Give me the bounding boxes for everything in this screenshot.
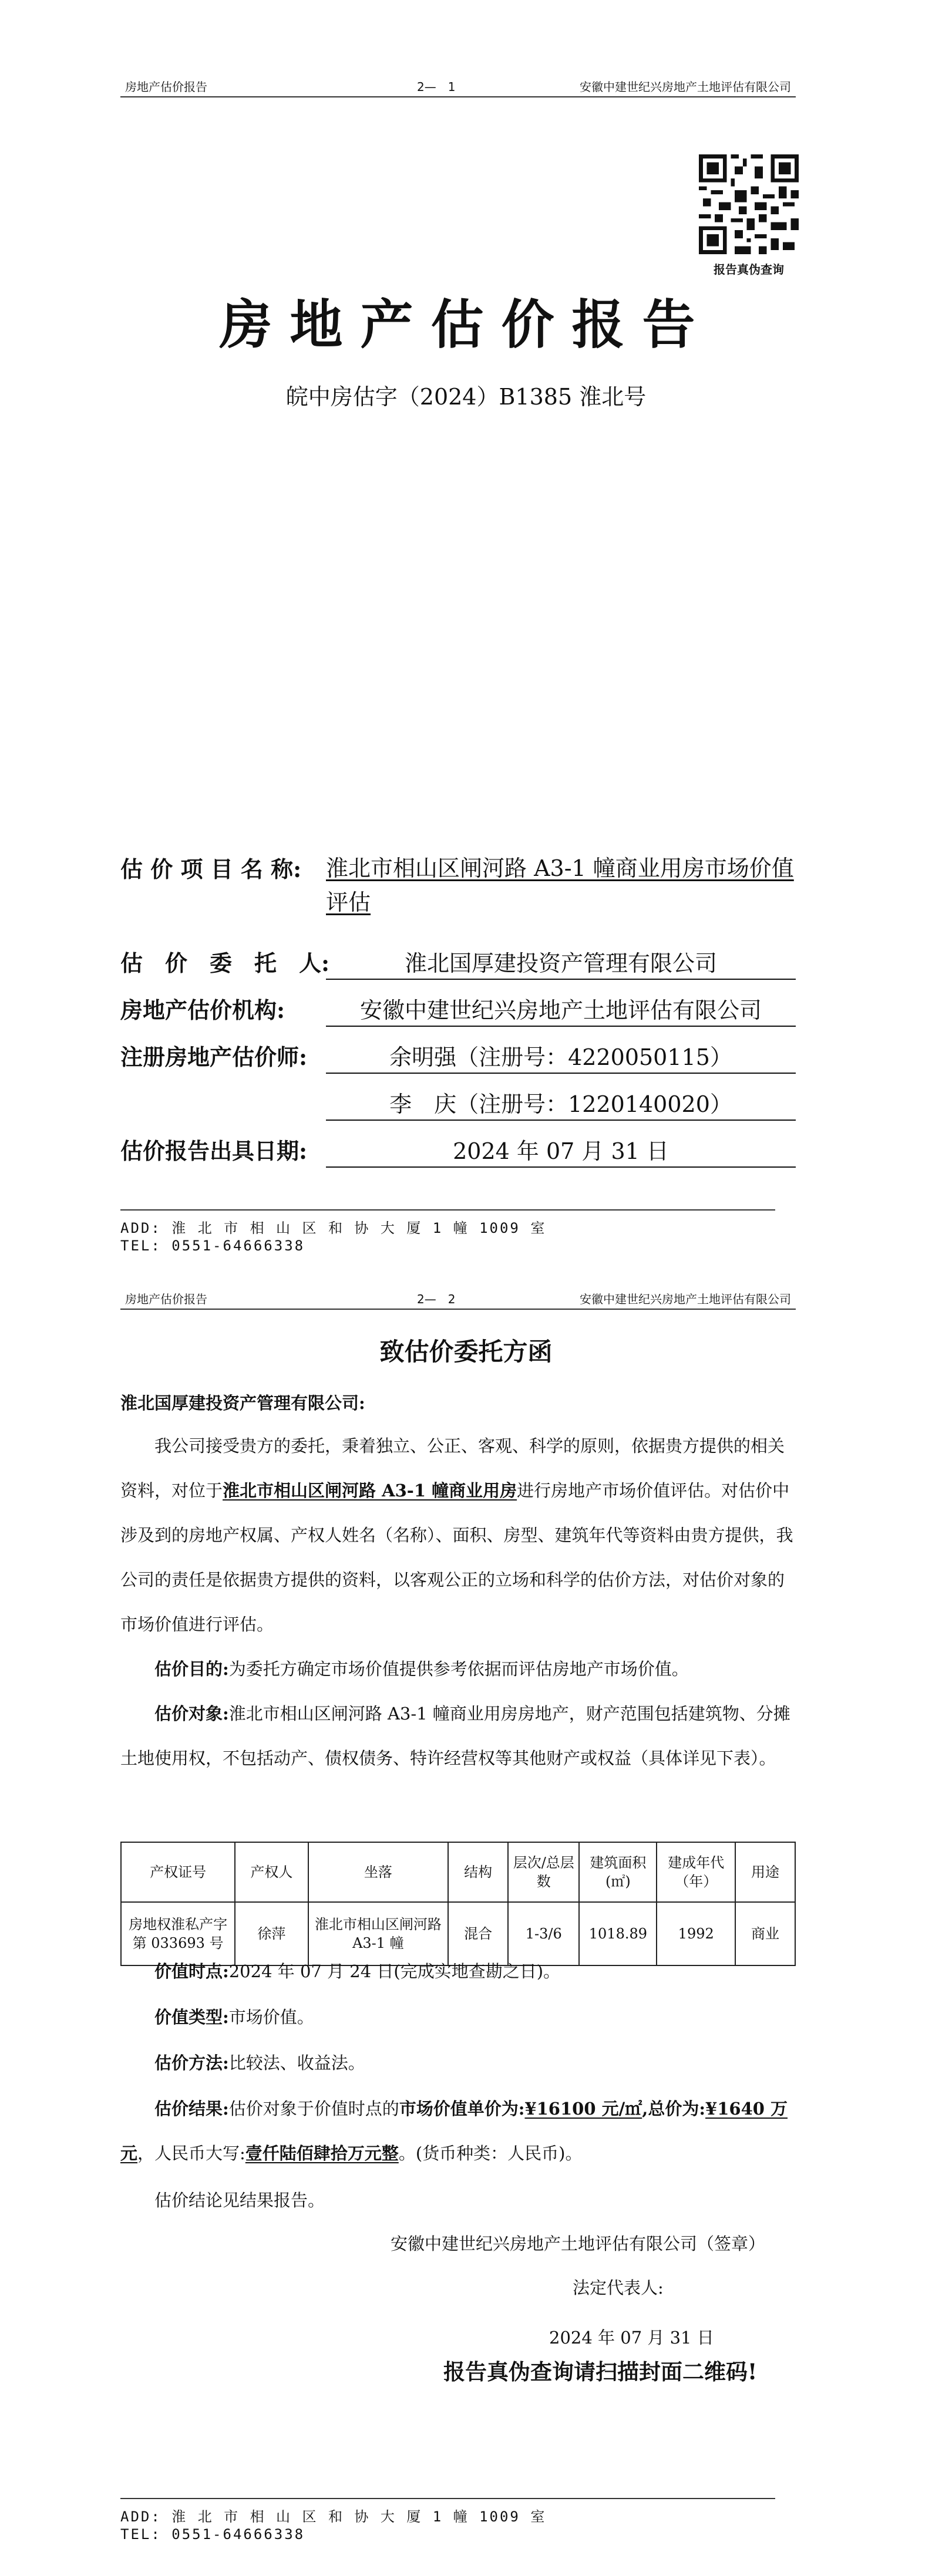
- value-time-text: 2024 年 07 月 24 日(完成实地查勘之日)。: [228, 1961, 561, 1981]
- footer-address: ADD: 淮 北 市 相 山 区 和 协 大 厦 1 幢 1009 室: [120, 2508, 547, 2525]
- result-row: [120, 2086, 796, 2176]
- date-row: [120, 1133, 796, 1166]
- method-text: 比较法、收益法。: [228, 2053, 365, 2073]
- footer-phone: TEL: 0551-64666338: [120, 1238, 305, 1254]
- purpose-text: 为委托方确定市场价值提供参考依据而评估房地产市场价值。: [228, 1659, 689, 1679]
- client-label: 估 价 委 托 人:: [120, 950, 330, 976]
- cell-cert-no: 房地权淮私产字第 033693 号: [121, 1902, 235, 1965]
- header-company: 安徽中建世纪兴房地产土地评估有限公司: [580, 1292, 791, 1306]
- cell-owner: 徐萍: [235, 1902, 308, 1965]
- purpose-label: 估价目的:: [154, 1659, 229, 1679]
- cell-floors: 1-3/6: [508, 1902, 579, 1965]
- purpose-row: [120, 1647, 796, 1691]
- result-text-b: ，人民币大写:: [137, 2143, 245, 2163]
- agency-value: 安徽中建世纪兴房地产土地评估有限公司: [326, 992, 796, 1027]
- sign-date: 2024 年 07 月 31 日: [549, 2328, 714, 2348]
- result-upper: 壹仟陆佰肆拾万元整: [245, 2143, 399, 2163]
- result-text-a: 估价对象于价值时点的: [228, 2099, 399, 2119]
- appraiser-2: 李 庆（注册号：1220140020）: [326, 1086, 796, 1121]
- col-location: 坐落: [308, 1842, 449, 1902]
- conclusion-text: 估价结论见结果报告。: [154, 2190, 325, 2210]
- report-number: 皖中房估字（2024）B1385 淮北号: [285, 384, 647, 410]
- header-company: 安徽中建世纪兴房地产土地评估有限公司: [580, 80, 791, 94]
- agency-label: 房地产估价机构:: [120, 997, 285, 1023]
- result-unit-label: 市场价值单价为:: [399, 2099, 525, 2119]
- header-divider: [120, 96, 796, 97]
- value-type-text: 市场价值。: [228, 2007, 314, 2027]
- sign-representative: 法定代表人:: [573, 2278, 664, 2298]
- report-title: 房地产估价报告: [219, 294, 713, 356]
- salutation-text: 淮北国厚建投资产管理有限公司:: [120, 1393, 365, 1413]
- letter-salutation: [120, 1385, 796, 1421]
- footer-phone: TEL: 0551-64666338: [120, 2526, 305, 2543]
- col-owner: 产权人: [235, 1842, 308, 1902]
- client-value: 淮北国厚建投资产管理有限公司: [326, 945, 796, 980]
- letter-paragraph-1: [120, 1424, 796, 1647]
- cell-year: 1992: [657, 1902, 735, 1965]
- header-doc-type: 房地产估价报告: [125, 80, 207, 94]
- col-area: 建筑面积(㎡): [579, 1842, 657, 1902]
- project-name-label: 估 价 项 目 名 称:: [120, 856, 302, 882]
- cell-structure: 混合: [448, 1902, 508, 1965]
- object-row: [120, 1691, 796, 1781]
- result-text-c: 。(货币种类：人民币)。: [398, 2143, 583, 2163]
- object-text: 淮北市相山区闸河路 A3-1 幢商业用房房地产，财产范围包括建筑物、分摊土地使用权，不包括动产、债权债务、特许经营权等其他财产或权益（具体详见下表）。: [120, 1704, 790, 1768]
- footer-divider: [120, 2498, 775, 2499]
- header-page-number: 2— 2: [417, 1292, 456, 1306]
- qr-label: 报告真伪查询: [714, 262, 784, 277]
- client-row: [120, 945, 796, 978]
- p1-text-b: 进行房地产市场价值评估。对估价中涉及到的房地产权属、产权人姓名（名称）、面积、房型、建筑年代等资料由贵方提供，我公司的责任是依据贵方提供的资料，以客观公正的立场和科学的估价方法，对估价对象的市场价值进行评估。: [120, 1481, 793, 1634]
- col-floors: 层次/总层数: [508, 1842, 579, 1902]
- project-name-value: 淮北市相山区闸河路 A3-1 幢商业用房市场价值评估: [326, 855, 794, 915]
- p1-text-a: 我公司接受贵方的委托，秉着独立、公正、客观、科学的原则，依据贵方提供的相关资料，对位于: [120, 1436, 785, 1501]
- result-unit-value: ¥16100 元/㎡: [524, 2099, 642, 2119]
- date-label: 估价报告出具日期:: [120, 1138, 308, 1164]
- cell-location: 淮北市相山区闸河路 A3-1 幢: [308, 1902, 449, 1965]
- project-name-row: [120, 851, 796, 922]
- letter-title: 致估价委托方函: [379, 1337, 553, 1366]
- result-total-value: ¥1640 万元: [120, 2099, 788, 2163]
- qr-code-icon[interactable]: [699, 154, 799, 254]
- appraiser-row-2: [120, 1086, 796, 1119]
- cover-page: [0, 0, 932, 1265]
- col-cert-no: 产权证号: [121, 1842, 235, 1902]
- method-label: 估价方法:: [154, 2053, 229, 2073]
- result-total-label: ,总价为:: [642, 2099, 706, 2119]
- footer-address: ADD: 淮 北 市 相 山 区 和 协 大 厦 1 幢 1009 室: [120, 1220, 547, 1236]
- result-label: 估价结果:: [154, 2099, 229, 2119]
- cell-area: 1018.89: [579, 1902, 657, 1965]
- verify-note: 报告真伪查询请扫描封面二维码!: [443, 2359, 758, 2385]
- agency-row: [120, 992, 796, 1025]
- value-type-label: 价值类型:: [154, 2007, 229, 2027]
- header-divider: [120, 1309, 796, 1310]
- conclusion-row: [120, 2178, 796, 2223]
- p1-address: 淮北市相山区闸河路 A3-1 幢商业用房: [223, 1481, 517, 1501]
- value-time-label: 价值时点:: [154, 1961, 229, 1981]
- table-header-row: [121, 1842, 795, 1902]
- appraiser-row: [120, 1039, 796, 1072]
- header-doc-type: 房地产估价报告: [125, 1292, 207, 1306]
- method-row: [120, 2041, 796, 2085]
- object-label: 估价对象:: [154, 1704, 229, 1724]
- appraiser-label: 注册房地产估价师:: [120, 1044, 308, 1070]
- footer-divider: [120, 1209, 775, 1211]
- col-year: 建成年代（年）: [657, 1842, 735, 1902]
- value-time-row: [120, 1949, 796, 1994]
- col-structure: 结构: [448, 1842, 508, 1902]
- col-use: 用途: [735, 1842, 795, 1902]
- sign-company: 安徽中建世纪兴房地产土地评估有限公司（签章）: [391, 2234, 766, 2254]
- cell-use: 商业: [735, 1902, 795, 1965]
- page-header: [120, 1289, 796, 1309]
- value-type-row: [120, 1995, 796, 2039]
- date-value: 2024 年 07 月 31 日: [326, 1133, 796, 1168]
- appraiser-1: 余明强（注册号：4220050115）: [326, 1039, 796, 1074]
- property-table: [120, 1842, 796, 1966]
- page-header: [120, 76, 796, 96]
- header-page-number: 2— 1: [417, 80, 456, 94]
